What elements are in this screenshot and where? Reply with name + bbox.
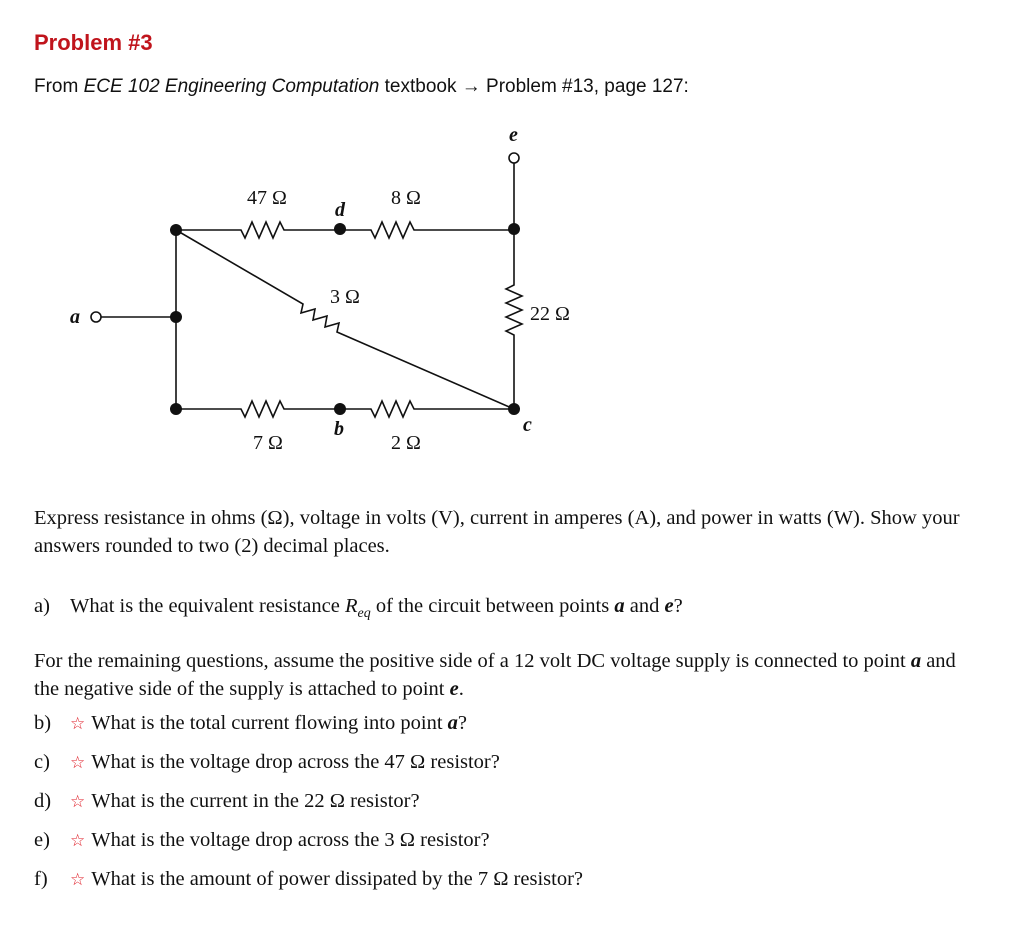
label-3: 3 Ω — [330, 286, 360, 308]
question-a — [34, 595, 683, 622]
question-letter: e) — [34, 829, 50, 851]
question-text: What is the amount of power dissipated by the 7 Ω resistor? — [91, 868, 583, 890]
point-e: e — [449, 678, 459, 700]
source-prefix: From — [34, 76, 84, 97]
text: and the negative side of the supply is attached to point — [34, 650, 956, 700]
node-e: e — [509, 124, 518, 146]
question-text: What is the voltage drop across the 3 Ω resistor? — [91, 829, 490, 851]
question-text: What is the total current flowing into point — [91, 712, 448, 734]
terminal-e — [509, 153, 519, 163]
text: of the circuit between points — [370, 595, 615, 617]
node-d: d — [335, 199, 345, 221]
terminal-a — [91, 312, 101, 322]
text: . — [458, 678, 464, 700]
point-a: a — [910, 650, 922, 672]
star-icon: ☆ — [70, 831, 86, 850]
source-suffix: textbook → Problem #13, page 127: — [379, 76, 689, 97]
req-subscript: eq — [357, 606, 371, 622]
label-7: 7 Ω — [253, 432, 283, 454]
book-title: ECE 102 Engineering Computation — [83, 76, 380, 97]
point-a: a — [447, 712, 458, 734]
question-letter: d) — [34, 790, 52, 812]
node-c: c — [523, 414, 532, 436]
problem-title: Problem #3 — [34, 30, 153, 55]
resistor-22 — [506, 163, 522, 409]
star-icon: ☆ — [70, 714, 86, 733]
text: ? — [457, 712, 468, 734]
label-22: 22 Ω — [530, 303, 570, 325]
resistor-3 — [176, 230, 514, 409]
question-text: What is the voltage drop across the 47 Ω resistor? — [91, 751, 500, 773]
label-47: 47 Ω — [247, 187, 287, 209]
star-icon: ☆ — [70, 753, 86, 772]
star-icon: ☆ — [70, 792, 86, 811]
question-d — [34, 790, 420, 813]
text: What is the equivalent resistance — [70, 595, 345, 617]
instructions: Express resistance in ohms (Ω), voltage in volts (V), current in amperes (A), and power in watts (W). Show your answers rounded to two (2) decimal places. — [34, 507, 960, 557]
remaining-instructions — [34, 647, 984, 703]
label-8: 8 Ω — [391, 187, 421, 209]
left-wire — [96, 230, 176, 409]
text: ? — [673, 595, 683, 617]
star-icon: ☆ — [70, 870, 86, 889]
question-letter: f) — [34, 868, 48, 890]
question-c — [34, 751, 500, 774]
point-a: a — [614, 595, 625, 617]
question-e — [34, 829, 490, 852]
text: For the remaining questions, assume the positive side of a 12 volt DC voltage supply is connected to point — [34, 650, 911, 672]
question-f — [34, 868, 583, 891]
question-letter: b) — [34, 712, 52, 734]
question-text: What is the current in the 22 Ω resistor? — [91, 790, 420, 812]
label-2: 2 Ω — [391, 432, 421, 454]
point-e: e — [664, 595, 674, 617]
node-b: b — [334, 418, 344, 440]
req-symbol: R — [344, 595, 358, 617]
text: and — [624, 595, 665, 617]
node-a: a — [70, 306, 80, 328]
question-letter: c) — [34, 751, 50, 773]
question-b — [34, 712, 467, 735]
question-letter: a) — [34, 595, 50, 617]
